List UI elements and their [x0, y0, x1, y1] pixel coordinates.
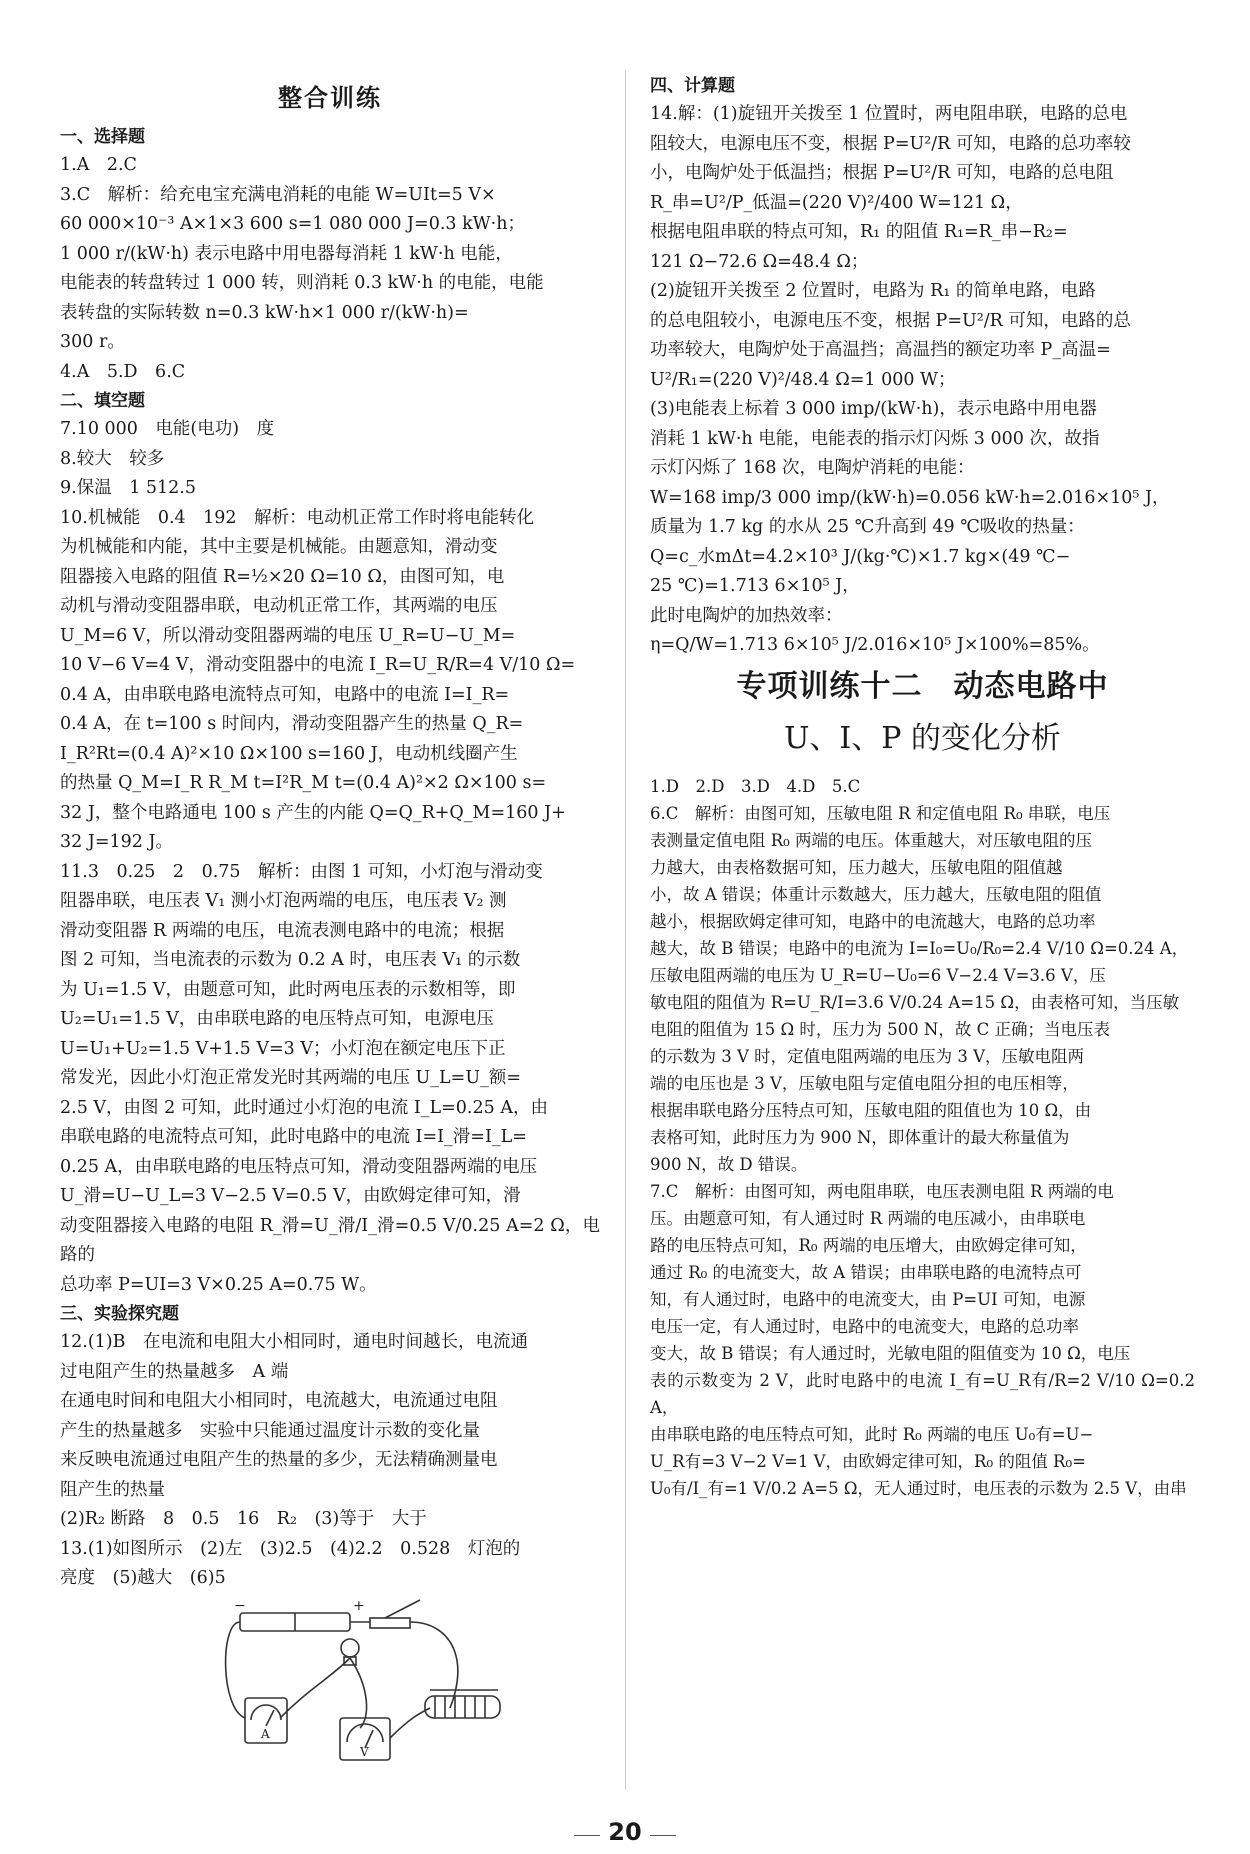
left-column	[60, 72, 600, 1773]
answer-line: 力越大，由表格数据可知，压力越大，压敏电阻的阻值越	[650, 857, 1063, 877]
answer-line: 根据电阻串联的特点可知，R₁ 的阻值 R₁=R_串−R₂=	[650, 222, 1068, 242]
answer-line: 阻产生的热量	[60, 1479, 165, 1500]
answer-line: 根据串联电路分压特点可知，压敏电阻的阻值也为 10 Ω，由	[650, 1100, 1092, 1120]
answer-line: 敏电阻的阻值为 R=U_R/I=3.6 V/0.24 A=15 Ω，由表格可知，当压敏	[650, 992, 1180, 1012]
answer-line: 消耗 1 kW·h 电能，电能表的指示灯闪烁 3 000 次，故指	[650, 428, 1100, 449]
answer-line: 表转盘的实际转数 n=0.3 kW·h×1 000 r/(kW·h)=	[60, 302, 469, 323]
answer-line: (2)R₂ 断路 8 0.5 16 R₂ (3)等于 大于	[60, 1509, 427, 1529]
bulb-icon	[341, 1639, 359, 1657]
answer-line: 900 N，故 D 错误。	[650, 1154, 808, 1174]
answer-line: 总功率 P=UI=3 V×0.25 A=0.75 W。	[60, 1274, 377, 1295]
section-title: 整合训练	[278, 83, 382, 112]
circuit-diagram	[220, 1598, 520, 1768]
answer-line: 的热量 Q_M=I_R R_M t=I²R_M t=(0.4 A)²×2 Ω×100 s=	[60, 773, 547, 793]
column-divider	[625, 70, 626, 1790]
answer-line: 25 ℃)=1.713 6×10⁵ J，	[650, 576, 860, 596]
minus-sign: −	[234, 1597, 246, 1614]
answer-line: (3)电能表上标着 3 000 imp/(kW·h)，表示电路中用电器	[650, 399, 1097, 419]
answer-line: 动机与滑动变阻器串联，电动机正常工作，其两端的电压	[60, 596, 498, 616]
answer-line: 由串联电路的电压特点可知，此时 R₀ 两端的电压 U₀有=U−	[650, 1424, 1094, 1444]
answer-line: 通过 R₀ 的电流变大，故 A 错误；由串联电路的电流特点可	[650, 1262, 1082, 1282]
answer-line: 亮度 (5)越大 (6)5	[60, 1568, 226, 1588]
answer-line: 7.10 000 电能(电功) 度	[60, 419, 275, 439]
answer-line: 为机械能和内能，其中主要是机械能。由题意知，滑动变	[60, 537, 498, 557]
answer-line: 32 J，整个电路通电 100 s 产生的内能 Q=Q_R+Q_M=160 J+	[60, 802, 566, 823]
answer-line: 过电阻产生的热量越多 A 端	[60, 1361, 289, 1382]
answer-line: U₀有/I_有=1 V/0.2 A=5 Ω，无人通过时，电压表的示数为 2.5 V，由串	[650, 1478, 1187, 1498]
answer-line: η=Q/W=1.713 6×10⁵ J/2.016×10⁵ J×100%=85%。	[650, 635, 1100, 655]
answer-line: 14.解：(1)旋钮开关拨至 1 位置时，两电阻串联，电路的总电	[650, 104, 1128, 124]
answer-line: 为 U₁=1.5 V，由题意可知，此时两电压表的示数相等，即	[60, 979, 516, 1000]
answer-line: 图 2 可知，当电流表的示数为 0.2 A 时，电压表 V₁ 的示数	[60, 950, 521, 970]
answer-line: 300 r。	[60, 332, 125, 352]
section-heading: 三、实验探究题	[60, 1304, 179, 1324]
chapter-title: 专项训练十二 动态电路中	[736, 668, 1109, 704]
section-heading: 二、填空题	[60, 391, 145, 411]
switch-icon	[370, 1618, 410, 1628]
answer-line: 的示数为 3 V 时，定值电阻两端的电压为 3 V，压敏电阻两	[650, 1046, 1085, 1066]
answer-line: 4.A 5.D 6.C	[60, 361, 186, 382]
answer-line: (2)旋钮开关拨至 2 位置时，电路为 R₁ 的简单电路，电路	[650, 281, 1096, 301]
answer-line: Q=c_水mΔt=4.2×10³ J/(kg·℃)×1.7 kg×(49 ℃−	[650, 546, 1071, 567]
chapter-subtitle: U、I、P 的变化分析	[784, 720, 1061, 756]
answer-line: 小，故 A 错误；体重计示数越大，压力越大，压敏电阻的阻值	[650, 884, 1102, 904]
answer-line: 1 000 r/(kW·h) 表示电路中用电器每消耗 1 kW·h 电能，	[60, 243, 513, 264]
answer-line: 路的电压特点可知，R₀ 两端的电压增大，由欧姆定律可知，	[650, 1235, 1087, 1255]
answer-line: 越大，故 B 错误；电路中的电流为 I=I₀=U₀/R₀=2.4 V/10 Ω=0.24 A，	[650, 938, 1189, 958]
answer-line: 示灯闪烁了 168 次，电陶炉消耗的电能：	[650, 458, 975, 478]
answer-line: 质量为 1.7 kg 的水从 25 ℃升高到 49 ℃吸收的热量：	[650, 517, 1085, 537]
answer-line: 表测量定值电阻 R₀ 两端的电压。体重越大，对压敏电阻的压	[650, 830, 1093, 850]
answer-line: 1.D 2.D 3.D 4.D 5.C	[650, 776, 861, 796]
section-heading: 一、选择题	[60, 127, 145, 147]
footer-rule-left	[574, 1835, 600, 1836]
answer-line: 表的示数变为 2 V，此时电路中的电流 I_有=U_R有/R=2 V/10 Ω=0.2 A，	[650, 1370, 1195, 1417]
page-number: 20	[608, 1818, 642, 1846]
right-column	[650, 72, 1195, 1502]
plus-sign: +	[353, 1597, 365, 1614]
answer-line: 产生的热量越多 实验中只能通过温度计示数的变化量	[60, 1420, 480, 1441]
answer-line: 端的电压也是 3 V，压敏电阻与定值电阻分担的电压相等，	[650, 1073, 1079, 1093]
answer-line: 阻器串联，电压表 V₁ 测小灯泡两端的电压，电压表 V₂ 测	[60, 891, 507, 911]
answer-line: 10.机械能 0.4 192 解析：电动机正常工作时将电能转化	[60, 507, 535, 528]
answer-line: 的总电阻较小，电源电压不变，根据 P=U²/R 可知，电路的总	[650, 310, 1131, 331]
answer-line: W=168 imp/3 000 imp/(kW·h)=0.056 kW·h=2.016×10⁵ J，	[650, 487, 1170, 508]
answer-line: 压。由题意可知，有人通过时 R 两端的电压减小，由串联电	[650, 1208, 1086, 1228]
answer-line: U₂=U₁=1.5 V，由串联电路的电压特点可知，电源电压	[60, 1009, 494, 1029]
answer-line: 121 Ω−72.6 Ω=48.4 Ω；	[650, 251, 869, 272]
answer-line: 串联电路的电流特点可知，此时电路中的电流 I=I_滑=I_L=	[60, 1127, 527, 1147]
answer-line: 滑动变阻器 R 两端的电压，电流表测电路中的电流；根据	[60, 920, 505, 941]
answer-line: 常发光，因此小灯泡正常发光时其两端的电压 U_L=U_额=	[60, 1068, 522, 1088]
answer-line: 知，有人通过时，电路中的电流变大，由 P=UI 可知，电源	[650, 1289, 1086, 1309]
answer-line: 动变阻器接入电路的电阻 R_滑=U_滑/I_滑=0.5 V/0.25 A=2 Ω，电路的	[60, 1215, 600, 1265]
ammeter-label: A	[261, 1726, 270, 1741]
answer-line: U²/R₁=(220 V)²/48.4 Ω=1 000 W；	[650, 369, 956, 390]
answer-line: 8.较大 较多	[60, 448, 165, 469]
answer-line: 0.25 A，由串联电路的电压特点可知，滑动变阻器两端的电压	[60, 1156, 538, 1177]
rheostat-icon	[425, 1696, 500, 1718]
answer-line: U_R有=3 V−2 V=1 V，由欧姆定律可知，R₀ 的阻值 R₀=	[650, 1451, 1086, 1471]
answer-line: 变大，故 B 错误；有人通过时，光敏电阻的阻值变为 10 Ω，电压	[650, 1343, 1131, 1363]
answer-line: 越小，根据欧姆定律可知，电路中的电流越大，电路的总功率	[650, 911, 1096, 931]
answer-line: 此时电陶炉的加热效率：	[650, 605, 843, 626]
answer-line: 12.(1)B 在电流和电阻大小相同时，通电时间越长，电流通	[60, 1332, 528, 1352]
answer-line: 小，电陶炉处于低温挡；根据 P=U²/R 可知，电路的总电阻	[650, 163, 1114, 183]
answer-line: 3.C 解析：给充电宝充满电消耗的电能 W=UIt=5 V×	[60, 184, 496, 205]
page-footer	[0, 1818, 1250, 1846]
answer-line: 压敏电阻两端的电压为 U_R=U−U₀=6 V−2.4 V=3.6 V，压	[650, 965, 1106, 985]
answer-line: I_R²Rt=(0.4 A)²×10 Ω×100 s=160 J，电动机线圈产生	[60, 743, 518, 764]
answer-line: 来反映电流通过电阻产生的热量的多少，无法精确测量电	[60, 1450, 498, 1470]
answer-line: 13.(1)如图所示 (2)左 (3)2.5 (4)2.2 0.528 灯泡的	[60, 1538, 521, 1559]
answer-line: 11.3 0.25 2 0.75 解析：由图 1 可知，小灯泡与滑动变	[60, 861, 543, 882]
answer-line: 0.4 A，由串联电路电流特点可知，电路中的电流 I=I_R=	[60, 684, 510, 705]
answer-line: 7.C 解析：由图可知，两电阻串联，电压表测电阻 R 两端的电	[650, 1181, 1114, 1201]
answer-line: 1.A 2.C	[60, 155, 137, 175]
answer-line: 功率较大，电陶炉处于高温挡；高温挡的额定功率 P_高温=	[650, 340, 1111, 360]
answer-line: 在通电时间和电阻大小相同时，电流越大，电流通过电阻	[60, 1391, 498, 1411]
voltmeter-label: V	[360, 1744, 369, 1759]
answer-line: U=U₁+U₂=1.5 V+1.5 V=3 V；小灯泡在额定电压下正	[60, 1038, 506, 1059]
answer-line: 10 V−6 V=4 V，滑动变阻器中的电流 I_R=U_R/R=4 V/10 Ω=	[60, 655, 576, 675]
answer-line: 0.4 A，在 t=100 s 时间内，滑动变阻器产生的热量 Q_R=	[60, 714, 524, 734]
answer-line: 6.C 解析：由图可知，压敏电阻 R 和定值电阻 R₀ 串联，电压	[650, 803, 1111, 823]
answer-line: 表格可知，此时压力为 900 N，即体重计的最大称量值为	[650, 1127, 1070, 1147]
answer-line: R_串=U²/P_低温=(220 V)²/400 W=121 Ω，	[650, 192, 1023, 213]
answer-line: 电阻的阻值为 15 Ω 时，压力为 500 N，故 C 正确；当电压表	[650, 1019, 1110, 1039]
answer-line: U_滑=U−U_L=3 V−2.5 V=0.5 V，由欧姆定律可知，滑	[60, 1186, 521, 1206]
answer-line: 阻器接入电路的阻值 R=½×20 Ω=10 Ω，由图可知，电	[60, 566, 505, 587]
answer-line: 60 000×10⁻³ A×1×3 600 s=1 080 000 J=0.3 kW·h；	[60, 214, 526, 234]
answer-line: 9.保温 1 512.5	[60, 478, 196, 498]
footer-rule-right	[650, 1835, 676, 1836]
answer-line: 电压一定，有人通过时，电路中的电流变大，电路的总功率	[650, 1316, 1079, 1336]
answer-line: 2.5 V，由图 2 可知，此时通过小灯泡的电流 I_L=0.25 A，由	[60, 1097, 548, 1118]
answer-line: 阻较大，电源电压不变，根据 P=U²/R 可知，电路的总功率较	[650, 133, 1131, 154]
answer-line: 电能表的转盘转过 1 000 转，则消耗 0.3 kW·h 的电能，电能	[60, 273, 544, 293]
section-heading: 四、计算题	[650, 76, 735, 96]
answer-line: U_M=6 V，所以滑动变阻器两端的电压 U_R=U−U_M=	[60, 625, 516, 646]
answer-line: 32 J=192 J。	[60, 832, 173, 852]
